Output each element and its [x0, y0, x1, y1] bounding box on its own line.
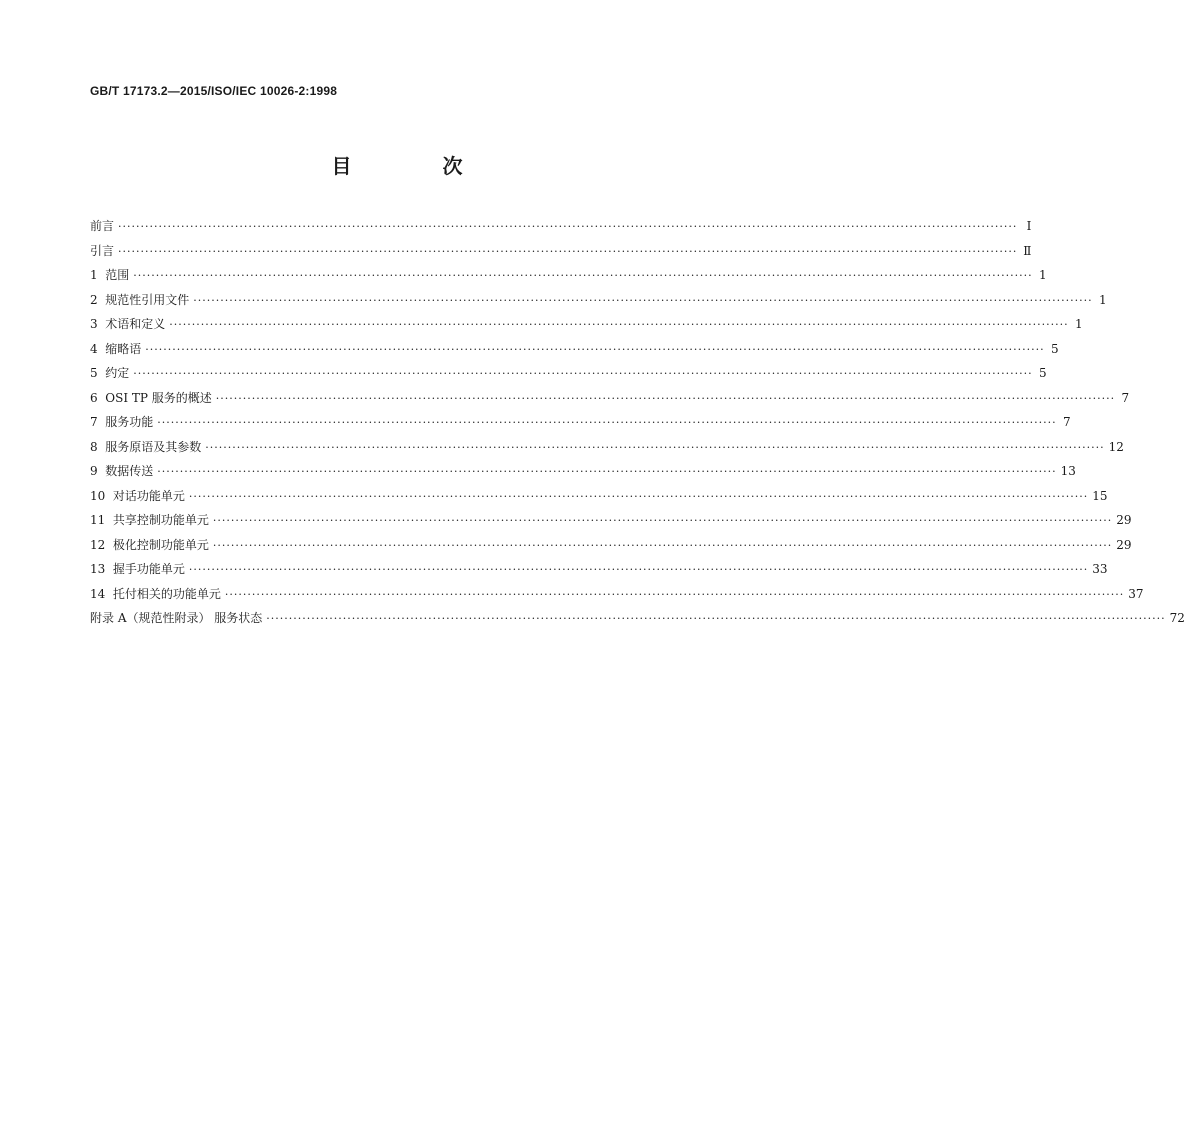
toc-entry-label: 引言 [90, 243, 115, 258]
toc-entry-page: Ⅱ [1023, 243, 1032, 258]
toc-entry-data-transfer[interactable] [90, 463, 1076, 488]
toc-entry-terms-definitions[interactable] [90, 316, 1083, 341]
toc-entry-introduction[interactable] [90, 243, 1032, 268]
toc-entry-page: 7 [1121, 390, 1130, 405]
toc-entry-label: 7 服务功能 [90, 415, 154, 429]
dot-leader: ········································································································································································································ [266, 612, 1166, 625]
dot-leader: ········································································································································································································ [133, 269, 1033, 282]
toc-entry-dialogue-unit[interactable] [90, 488, 1108, 513]
toc-entry-commitment-units[interactable] [90, 586, 1144, 611]
toc-entry-page: 1 [1074, 317, 1083, 331]
toc-entry-label: 8 服务原语及其参数 [90, 439, 202, 454]
dot-leader: ········································································································································································································ [118, 244, 1018, 258]
toc-entry-conventions[interactable] [90, 365, 1047, 390]
toc-entry-handshake-unit[interactable] [90, 561, 1108, 586]
toc-entry-label: 10 对话功能单元 [90, 488, 185, 503]
toc-entry-page: 15 [1092, 488, 1108, 503]
toc-entry-page: 29 [1116, 537, 1132, 552]
toc-entry-label: 3 术语和定义 [90, 317, 166, 331]
toc-entry-page: 37 [1128, 586, 1144, 601]
dot-leader: ········································································································································································································ [212, 514, 1113, 527]
dot-leader: ········································································································································································································ [118, 220, 1018, 233]
toc-entry-page: 72 [1169, 611, 1185, 625]
dot-leader: ········································································································································································································ [205, 440, 1105, 454]
toc-entry-page: 1 [1038, 268, 1047, 282]
toc-entry-label: 1 范围 [90, 268, 130, 282]
toc-entry-page: 13 [1060, 464, 1076, 478]
toc-entry-page: 29 [1116, 513, 1132, 527]
toc-entry-page: 12 [1108, 439, 1124, 454]
toc-entry-scope[interactable] [90, 267, 1047, 292]
toc-entry-label: 2 规范性引用文件 [90, 292, 190, 307]
toc-entry-page: 5 [1038, 366, 1047, 380]
toc-entry-label: 13 握手功能单元 [90, 562, 185, 576]
standard-number: GB/T 17173.2—2015/ISO/IEC 10026-2:1998 [90, 84, 338, 98]
toc-entry-label: 5 约定 [90, 366, 130, 380]
toc-entry-label: 9 数据传送 [90, 464, 154, 478]
toc-entry-annex-a[interactable] [90, 610, 1185, 635]
toc-entry-label: 前言 [90, 219, 115, 233]
dot-leader: ········································································································································································································ [169, 318, 1069, 331]
toc-entry-label: 附录 A（规范性附录） 服务状态 [90, 611, 263, 625]
dot-leader: ········································································································································································································ [193, 293, 1093, 307]
toc-entry-label: 12 极化控制功能单元 [90, 537, 209, 552]
toc-entry-page: Ⅰ [1026, 219, 1032, 233]
toc-title: 目 次 [331, 154, 505, 178]
toc-entry-page: 7 [1062, 415, 1071, 429]
dot-leader: ········································································································································································································ [157, 465, 1057, 478]
toc-entry-service-primitives[interactable] [90, 439, 1124, 464]
toc-entry-normative-references[interactable] [90, 292, 1107, 317]
dot-leader: ········································································································································································································ [215, 391, 1116, 405]
toc-entry-page: 33 [1092, 562, 1108, 576]
toc-entry-label: 11 共享控制功能单元 [90, 513, 209, 527]
dot-leader: ········································································································································································································ [133, 367, 1033, 380]
toc-entry-page: 5 [1050, 341, 1059, 356]
toc-entry-label: 6 OSI TP 服务的概述 [90, 390, 212, 405]
toc-entry-polarized-control-unit[interactable] [90, 537, 1132, 562]
dot-leader: ········································································································································································································ [212, 538, 1113, 552]
toc-entry-page: 1 [1098, 292, 1107, 307]
table-of-contents [90, 218, 1185, 635]
dot-leader: ········································································································································································································ [188, 563, 1089, 576]
dot-leader: ········································································································································································································ [145, 342, 1045, 356]
toc-entry-label: 14 托付相关的功能单元 [90, 586, 221, 601]
toc-entry-foreword[interactable] [90, 218, 1032, 243]
dot-leader: ········································································································································································································ [224, 587, 1125, 601]
toc-entry-osi-tp-overview[interactable] [90, 390, 1130, 415]
toc-entry-shared-control-unit[interactable] [90, 512, 1132, 537]
toc-entry-abbreviations[interactable] [90, 341, 1059, 366]
toc-entry-service-functions[interactable] [90, 414, 1071, 439]
dot-leader: ········································································································································································································ [157, 416, 1057, 429]
dot-leader: ········································································································································································································ [188, 489, 1089, 503]
toc-entry-label: 4 缩略语 [90, 341, 142, 356]
